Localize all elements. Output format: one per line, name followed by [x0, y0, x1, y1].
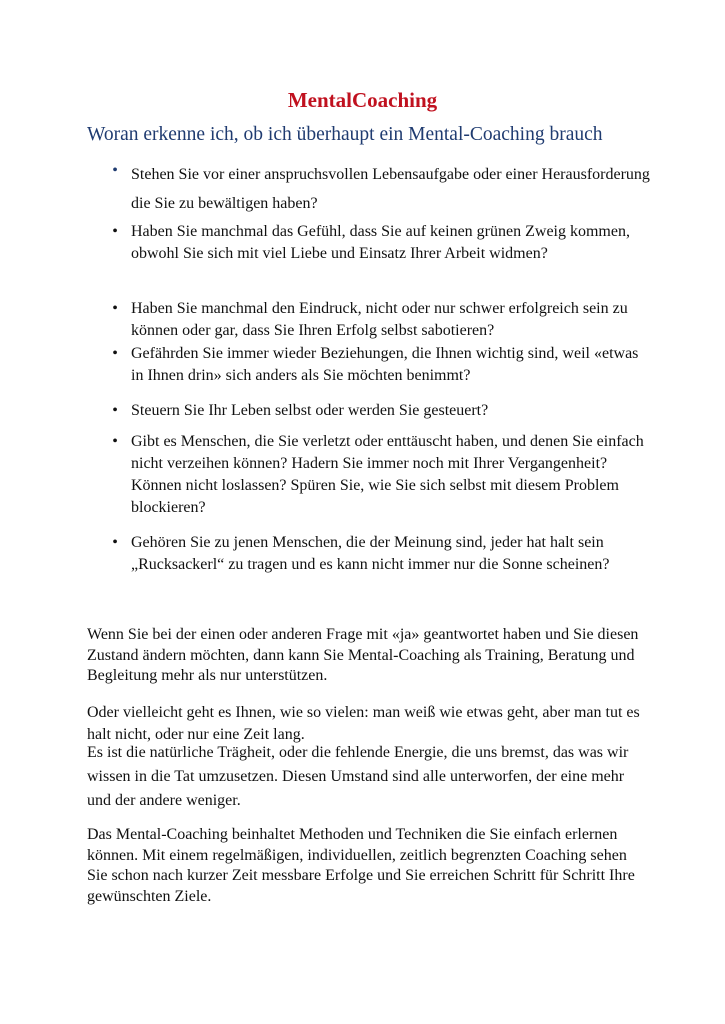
- document-subtitle: Woran erkenne ich, ob ich überhaupt ein Mental-Coaching brauch: [87, 124, 603, 145]
- list-item-text: Gefährden Sie immer wieder Beziehungen, die Ihnen wichtig sind, weil «etwas in Ihnen drin» sich anders als Sie möchten benimmt?: [131, 345, 639, 384]
- list-item-text: Steuern Sie Ihr Leben selbst oder werden Sie gesteuert?: [131, 402, 489, 419]
- list-item: [112, 343, 651, 387]
- list-item: [112, 221, 651, 265]
- list-item-text: Haben Sie manchmal das Gefühl, dass Sie auf keinen grünen Zweig kommen, obwohl Sie sich mit viel Liebe und Einsatz Ihrer Arbeit widmen?: [131, 223, 630, 262]
- list-item-text: Gehören Sie zu jenen Menschen, die der Meinung sind, jeder hat halt sein „Rucksackerl“ zu tragen und es kann nicht immer nur die Sonne scheinen?: [131, 534, 610, 573]
- list-item-text: Stehen Sie vor einer anspruchsvollen Lebensaufgabe oder einer Herausforderung die Sie zu bewältigen haben?: [131, 166, 650, 212]
- list-item-text: Gibt es Menschen, die Sie verletzt oder enttäuscht haben, und denen Sie einfach nicht verzeihen können? Hadern Sie immer noch mit Ihrer Vergangenheit? Können nicht loslassen? Spüren Sie, wie Sie sich selbst mit diesem Problem blockieren?: [131, 433, 644, 516]
- document-title: MentalCoaching: [287, 88, 438, 112]
- bullet-icon: •: [112, 162, 118, 179]
- paragraph: Es ist die natürliche Trägheit, oder die fehlende Energie, die uns bremst, das was wir wissen in die Tat umzusetzen. Diesen Umstand sind alle unterworfen, der eine mehr und der andere weniger.: [87, 744, 629, 809]
- bullet-icon: •: [112, 300, 118, 317]
- list-item: [112, 532, 651, 576]
- list-item: [112, 160, 651, 218]
- paragraph: Das Mental-Coaching beinhaltet Methoden und Techniken die Sie einfach erlernen können. Mit einem regelmäßigen, individuellen, zeitlich begrenzten Coaching sehen Sie schon nach kurzer Zeit messbare Erfolge und Sie erreichen Schritt für Schritt Ihre gewünschten Ziele.: [87, 826, 635, 905]
- list-item-text: Haben Sie manchmal den Eindruck, nicht oder nur schwer erfolgreich sein zu können oder gar, dass Sie Ihren Erfolg selbst sabotieren?: [131, 300, 628, 339]
- paragraph: Oder vielleicht geht es Ihnen, wie so vielen: man weiß wie etwas geht, aber man tut es halt nicht, oder nur eine Zeit lang.: [87, 704, 640, 743]
- bullet-icon: •: [112, 402, 118, 419]
- list-item: [112, 298, 651, 342]
- paragraph: Wenn Sie bei der einen oder anderen Frage mit «ja» geantwortet haben und Sie diesen Zustand ändern möchten, dann kann Sie Mental-Coaching als Training, Beratung und Begleitung mehr als nur unterstützen.: [87, 626, 639, 684]
- bullet-icon: •: [112, 345, 118, 362]
- bullet-icon: •: [112, 433, 118, 450]
- bullet-icon: •: [112, 223, 118, 240]
- list-item: [112, 431, 651, 519]
- bullet-icon: •: [112, 534, 118, 551]
- list-item: [112, 400, 651, 422]
